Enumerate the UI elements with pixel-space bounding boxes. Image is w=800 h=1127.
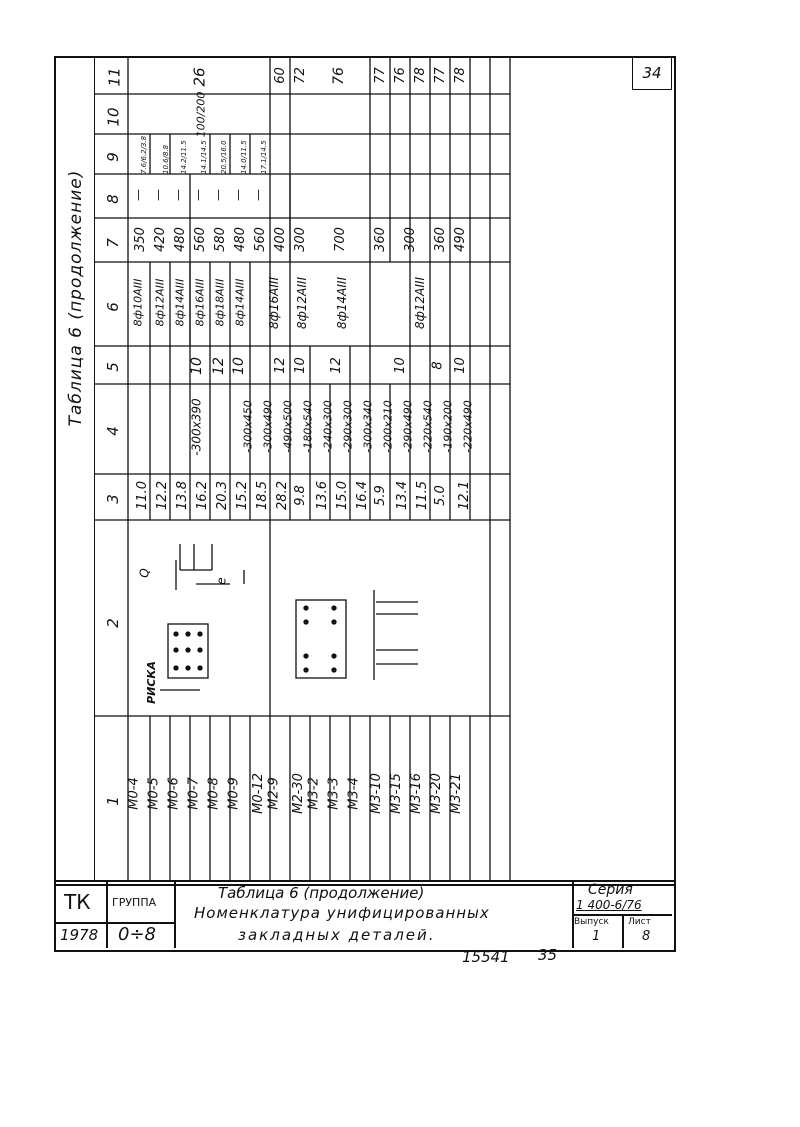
col4-cell: -290x490: [401, 400, 415, 453]
mark-cell: М0-12: [250, 773, 266, 814]
col9-cell: 20.5/16.0: [220, 140, 228, 174]
col5-cell: 8: [430, 361, 446, 370]
tk-code: ТК: [64, 890, 91, 914]
col3-cell: 15.0: [334, 481, 350, 510]
col8-cell: —: [211, 189, 225, 201]
col7-cell: 400: [272, 227, 288, 252]
col6-cell: 8ф10АIII: [131, 278, 145, 327]
col3-cell: 12.1: [456, 481, 472, 510]
col-num-5: 5: [103, 362, 122, 372]
mark-cell: М2-30: [290, 773, 306, 814]
col8-cell: —: [191, 189, 205, 201]
col8-cell: —: [131, 189, 145, 201]
issue-label: Выпуск: [574, 917, 609, 927]
force-q-label: Q: [137, 568, 152, 578]
embedded-plate-sketch-top: [160, 544, 244, 690]
col11-cell: 77: [432, 67, 448, 84]
series-value: 1 400-6/76: [576, 898, 642, 912]
col9-cell: 14.2/11.5: [180, 140, 188, 174]
col6-cell: 8ф12АIII: [413, 277, 427, 329]
title-line-1: Таблица 6 (продолжение): [218, 884, 425, 902]
mark-cell: М3-10: [368, 773, 384, 814]
col7-cell: 300: [402, 227, 418, 252]
col3-cell: 13.8: [174, 481, 190, 510]
mark-cell: М3-20: [428, 773, 444, 814]
col-num-7: 7: [103, 238, 122, 248]
col-num-1: 1: [103, 796, 122, 806]
title-line-2: Номенклатура унифицированных: [194, 904, 490, 922]
col11-cell: 60: [272, 67, 288, 84]
col8-cell: —: [231, 189, 245, 201]
col-num-6: 6: [103, 302, 122, 312]
col4-cell: -300x490: [261, 400, 275, 453]
col4-cell: -180x540: [301, 400, 315, 453]
col4-cell: -240x300: [321, 400, 335, 453]
series-label: Серия: [588, 882, 633, 898]
order-number: 15541: [462, 948, 510, 966]
col10-cell: 100/200: [194, 91, 208, 138]
col11-cell: 78: [412, 67, 428, 84]
col6-cell: 8ф12АIII: [295, 277, 309, 329]
col-num-8: 8: [103, 194, 122, 204]
col7-cell: 490: [452, 227, 468, 252]
col11-cell: 76: [392, 67, 408, 84]
mark-cell: М3-2: [306, 777, 322, 810]
col11-cell: 72: [292, 67, 308, 84]
table-caption: Таблица 6 (продолжение): [66, 169, 86, 427]
sheet-label: Лист: [628, 917, 651, 927]
col7-cell: 420: [152, 227, 168, 252]
col4-cell: -190x200: [441, 400, 455, 453]
title-line-3: закладных деталей.: [238, 926, 436, 944]
col6-cell: 8ф16АIII: [267, 277, 281, 329]
col6-cell: 8ф18АIII: [213, 278, 227, 327]
col3-cell: 9.8: [292, 485, 308, 506]
col6-cell: 8ф14АIII: [335, 277, 349, 329]
col4-cell: -300x340: [361, 400, 375, 453]
col5-cell: 10: [188, 357, 205, 375]
col4-cell: -300x450: [241, 400, 255, 453]
col5-cell: 12: [272, 357, 288, 374]
col4-cell: -220x540: [421, 400, 435, 453]
col4-cell: -300x390: [189, 398, 204, 456]
col9-cell: 10.6/8.8: [162, 144, 170, 174]
mark-cell: М3-15: [388, 773, 404, 814]
col4-cell: -220x490: [461, 400, 475, 453]
col7-cell: 480: [232, 227, 248, 252]
col3-cell: 20.3: [214, 481, 230, 510]
col3-cell: 11.5: [414, 481, 430, 510]
mark-cell: М0-9: [226, 777, 242, 810]
footer-page: 35: [538, 946, 558, 964]
col5-cell: 10: [452, 357, 468, 374]
col8-cell: —: [171, 189, 185, 201]
issue-value: 1: [592, 929, 601, 944]
col3-cell: 5.9: [372, 485, 388, 506]
col6-cell: 8ф16АIII: [193, 278, 207, 327]
group-label: ГРУППА: [112, 896, 157, 909]
col3-cell: 28.2: [274, 481, 290, 510]
col9-cell: 14.0/11.5: [240, 140, 248, 174]
col11-cell: 78: [452, 67, 468, 84]
mark-cell: М0-5: [146, 777, 162, 810]
sheet-value: 8: [642, 929, 651, 944]
col-num-11: 11: [105, 67, 124, 87]
col7-cell: 300: [292, 227, 308, 252]
col4-cell: -490x500: [281, 400, 295, 453]
mark-cell: М2-9: [266, 777, 282, 810]
col3-cell: 15.2: [234, 481, 250, 510]
col4-cell: -290x300: [341, 400, 355, 453]
mark-cell: М3-3: [326, 777, 342, 810]
col5-cell: 10: [292, 357, 308, 374]
mark-cell: М3-21: [448, 773, 464, 814]
col3-cell: 12.2: [154, 481, 170, 510]
col11-cell: 76: [330, 67, 347, 85]
col-num-4: 4: [103, 426, 122, 436]
embedded-plate-sketch-bottom: [296, 590, 418, 680]
col7-cell: 350: [132, 227, 148, 252]
col11-cell: 26: [190, 67, 209, 87]
mark-cell: М0-4: [126, 777, 142, 810]
col3-cell: 5.0: [432, 485, 448, 506]
col5-cell: 12: [328, 357, 344, 374]
col3-cell: 13.6: [314, 481, 330, 510]
col3-cell: 11.0: [134, 481, 150, 510]
year: 1978: [60, 926, 99, 944]
col6-cell: 8ф14АIII: [173, 278, 187, 327]
mark-cell: М3-4: [346, 777, 362, 810]
col8-cell: —: [251, 189, 265, 201]
title-block: [54, 880, 676, 952]
col7-cell: 560: [252, 227, 268, 252]
mark-cell: М3-16: [408, 773, 424, 814]
col7-cell: 580: [212, 227, 228, 252]
col7-cell: 480: [172, 227, 188, 252]
col7-cell: 360: [372, 227, 388, 252]
col4-cell: -200x210: [381, 400, 395, 453]
group-value: 0÷8: [118, 924, 156, 945]
col3-cell: 16.2: [194, 481, 210, 510]
col-num-10: 10: [104, 107, 123, 127]
col8-cell: —: [151, 189, 165, 201]
col7-cell: 360: [432, 227, 448, 252]
col7-cell: 700: [332, 227, 348, 252]
col-num-9: 9: [103, 152, 122, 162]
col6-cell: 8ф12АIII: [153, 278, 167, 327]
eccentricity-label: e: [214, 577, 229, 585]
col9-cell: 7.6/6.2/3.8: [140, 135, 148, 174]
col-num-2: 2: [103, 618, 122, 628]
col5-cell: 12: [210, 357, 227, 375]
riska-label: РИСКА: [144, 661, 158, 704]
mark-cell: М0-7: [186, 777, 202, 810]
mark-cell: М0-6: [166, 777, 182, 810]
col5-cell: 10: [230, 357, 247, 375]
col3-cell: 13.4: [394, 481, 410, 510]
col3-cell: 16.4: [354, 481, 370, 510]
col-num-3: 3: [103, 494, 122, 504]
mark-cell: М0-8: [206, 777, 222, 810]
col9-cell: 14.1/14.5: [200, 140, 208, 174]
col6-cell: 8ф14АIII: [233, 278, 247, 327]
col3-cell: 18.5: [254, 481, 270, 510]
col5-cell: 10: [392, 357, 408, 374]
col9-cell: 17.1/14.5: [260, 140, 268, 174]
col11-cell: 77: [372, 67, 388, 84]
page-number: 34: [632, 56, 672, 90]
col7-cell: 560: [192, 227, 208, 252]
